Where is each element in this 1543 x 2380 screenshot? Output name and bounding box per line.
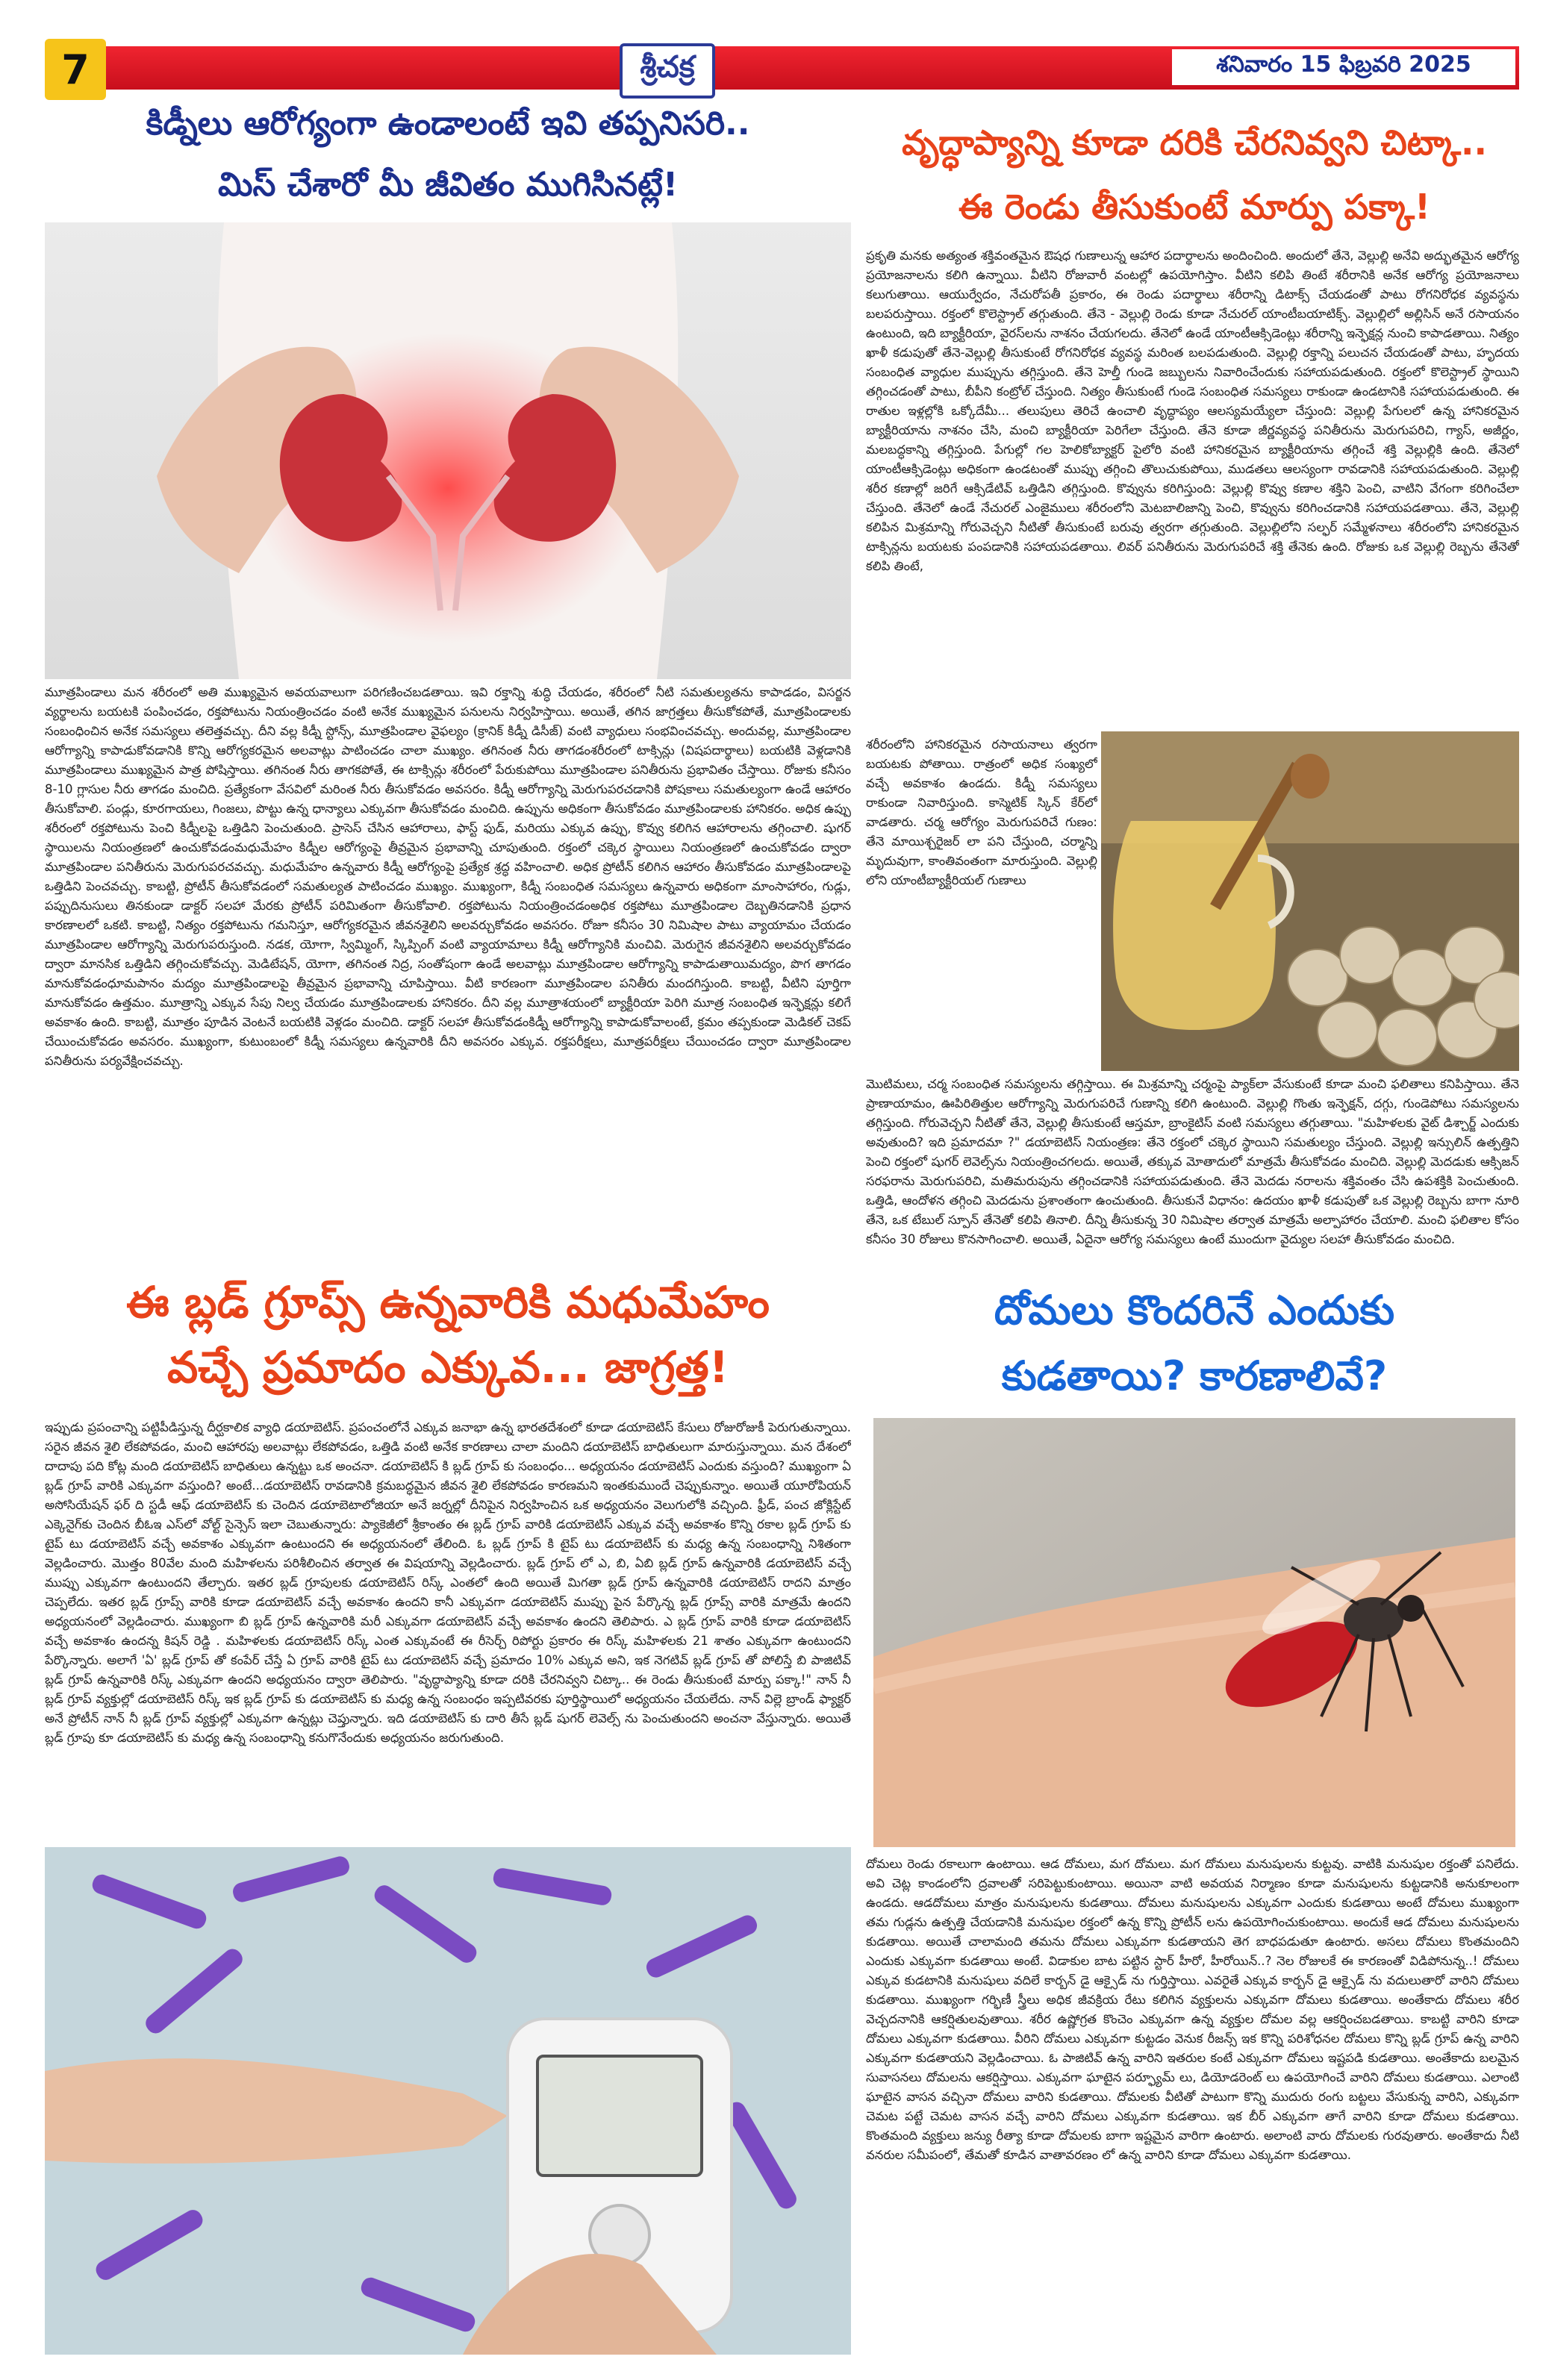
honey-garlic-photo — [1101, 731, 1519, 1071]
kidney-headline-line2: మిస్ చేశారో మీ జీవితం ముగిసినట్లే! — [217, 166, 679, 204]
longevity-headline-line2: ఈ రెండు తీసుకుంటే మార్పు పక్కా! — [958, 187, 1431, 227]
diabetes-headline-line1: ఈ బ్లడ్ గ్రూప్స్ ఉన్నవారికి మధుమేహం — [126, 1277, 770, 1328]
diabetes-article-body: ఇప్పుడు ప్రపంచాన్ని పట్టిపీడిస్తున్న దీర్ఘకాలిక వ్యాధి డయాబెటిస్. ప్రపంచంలోనే ఎక్కువ జనాభా ఉన్న భారతదేశంలో కూడా డయాబెటిస్ కేసులు రోజురోజుకీ పెరుగుతున్నాయి. సరైన జీవన శైలి లేకపోవడం, మంచి ఆహారపు అలవాట్లు లేకపోవడం, ఒత్తిడి వంటి అనేక కారణాలు చాలా మందిని డయాబెటిస్ బాధితులుగా మారుస్తున్నాయి. మన దేశంలో దాదాపు పది కోట్ల మంది డయాబెటిస్ బాధితులు ఉన్నట్టు ఒక అంచనా. డయాబెటిస్ కి బ్లడ్ గ్రూప్ కు సంబంధం... అధ్యయనం డయాబెటిస్ ఎందుకు వస్తుంది? ముఖ్యంగా ఏ బ్లడ్ గ్రూప్ వారికి ఎక్కువగా వస్తుంది? అంటే...డయాబెటిస్ రావడానికి క్రమబద్ధమైన జీవన శైలి లేకపోవడం కారణమని ఇంతకుముందే చెప్పుకున్నాం. అయితే యూరోపియన్ అసోసియేషన్ ఫర్ ది స్టడీ ఆఫ్ డయాబెటిస్ కు చెందిన డయాబెటాలోజియా అనే జర్నల్లో దీనిపైన నిర్వహించిన ఒక అధ్యయనం వెలుగులోకి వచ్చింది. ఫ్రీడ్, పంచ జోక్లిస్టేట్ ఎక్కెనైగ్‌కు చెందిన బీఓఇ ఎస్‌లో వోల్ట్ సైన్సెస్ ఇలా చెబుతున్నారు: ప్యాకెజీలో శ్రీకాంతం ఈ బ్లడ్ గ్రూప్ వారికి డయాబెటిస్ ఎక్కువ వచ్చే అవకాశం కొన్ని రకాల బ్లడ్ గ్రూప్ కు టైప్ టు డయాబెటిస్ వచ్చే అవకాశం ఎక్కువగా ఉంటుందని ఈ అధ్యయనంలో తేలింది. ఓ బ్లడ్ గ్రూప్ కి టైప్ టు డయాబెటిస్ కు మధ్య ఉన్న సంబంధాన్ని నిశితంగా వెల్లడించారు. మొత్తం 80వేల మంది మహిళలను పరిశీలించిన తర్వాత ఈ విషయాన్ని వెల్లడించారు. బ్లడ్ గ్రూప్ లో ఎ, బి, ఏబి బ్లడ్ గ్రూప్ ఉన్నవారికి డయాబెటిస్ వచ్చే ముప్పు ఎక్కువగా ఉంటుందని తేల్చారు. ఇతర బ్లడ్ గ్రూపులకు డయాబెటిస్ రిస్క్ ఎంతలో ఉంది అయితే మిగతా బ్లడ్ గ్రూప్ ఉన్నవారికి డయాబెటిస్ రాదని మాత్రం చెప్పలేదు. ఇతర బ్లడ్ గ్రూప్స్ వారికి కూడా డయాబెటిస్ వచ్చే అవకాశం ఉందని కానీ ఎక్కువగా డయాబెటిస్ ముప్పు పైన పేర్కొన్న బ్లడ్ గ్రూప్స్ వారికి మాత్రమే ఉందని అధ్యయనంలో వెల్లడించారు. ముఖ్యంగా బి బ్లడ్ గ్రూప్ ఉన్నవారికి మరీ ఎక్కువగా డయాబెటిస్ వచ్చే అవకాశం ఉందని తెలిపారు. ఎ బ్లడ్ గ్రూప్ వారికి కూడా డయాబెటిస్ వచ్చే అవకాశం ఉందన్న కిషన్ రెడ్డి . మహిళలకు డయాబెటిస్ రిస్క్ ఎంత ఎక్కువంటే ఈ రీసెర్చ్ రిపోర్టు ప్రకారం ఈ రిస్క్ మహిళలకు 21 శాతం ఎక్కువగా ఉంటుందని పేర్కొన్నారు. అలాగే 'ఏ' బ్లడ్ గ్రూప్ తో కంపేర్ చేస్తే ఏ గ్రూప్ వారికి టైప్ టు డయాబెటిస్ వచ్చే ప్రమాదం 10% ఎక్కువ అని, ఇక నెగటివ్ బ్లడ్ గ్రూప్ తో పోలిస్తే బి పాజిటివ్ బ్లడ్ గ్రూప్ ఉన్నవారికి రిస్క్ ఎక్కువగా ఉందని అధ్యయనం ద్వారా తెలిపారు. "వృద్ధాప్యాన్ని కూడా దరికి చేరనివ్వని చిట్కా.. ఈ రెండు తీసుకుంటే మార్పు పక్కా!" నాన్ నీ బ్లడ్ గ్రూప్ వ్యక్తుల్లో డయాబెటిస్ రిస్క్ ఇక బ్లడ్ గ్రూప్ కు డయాబెటిస్ కు మధ్య ఉన్న సంబంధం ఇప్పటివరకు పూర్తిస్థాయిలో అధ్యయనం చేయలేదు. నాన్ విల్లె బ్రాండ్ ఫ్యాక్టర్ అనే ప్రోటీన్ నాన్ నీ బ్లడ్ గ్రూప్ వ్యక్తుల్లో ఎక్కువగా ఉన్నట్లు చెప్తున్నారు. ఇది డయాబెటిస్ కు దారి తీసే బ్లడ్ షుగర్ లెవెల్స్ ను పెంచుతుందని అంచనా వేస్తున్నారు. అయితే బ్లడ్ గ్రూపు కూ డయాబెటిస్ కు మధ్య ఉన్న సంబంధాన్ని కనుగొనేందుకు అధ్యయనం జరుగుతుంది. — [45, 1420, 851, 1745]
page-number: 7 — [45, 39, 106, 100]
mosquito-photo — [873, 1418, 1515, 1847]
glucose-meter-photo — [45, 1847, 851, 2355]
kidney-article-body: మూత్రపిండాలు మన శరీరంలో అతి ముఖ్యమైన అవయవాలుగా పరిగణించబడతాయి. ఇవి రక్తాన్ని శుద్ధి చేయడం, శరీరంలో నీటి సమతుల్యతను కాపాడడం, విసర్జన వ్యర్థాలను బయటకి పంపించడం, రక్తపోటును నియంత్రించడం వంటి అనేక ముఖ్యమైన పనులను నిర్వహిస్తాయి. అయితే, తగిన జాగ్రత్తలు తీసుకోకపోతే, మూత్రపిండాలకు సంబంధించిన అనేక సమస్యలు తలెత్తవచ్చు. దీని వల్ల కిడ్నీ స్టోన్స్, మూత్రపిండాల వైఫల్యం (క్రానిక్ కిడ్నీ డిసీజ్) వంటి వ్యాధులు సంభవించవచ్చు. అందువల్ల, మూత్రపిండాల ఆరోగ్యాన్ని కాపాడుకోవడానికి కొన్ని ఆరోగ్యకరమైన అలవాట్లు పాటించడం చాలా ముఖ్యం. తగినంత నీరు తాగడంశరీరంలో టాక్సిన్లు (విషపదార్థాలు) బయటికి వెళ్లడానికి మూత్రపిండాలు ముఖ్యమైన పాత్ర పోషిస్తాయి. తగినంత నీరు తాగకపోతే, ఈ టాక్సిన్లు శరీరంలో పేరుకుపోయి మూత్రపిండాల పనితీరును ప్రభావితం చేస్తాయి. రోజుకు కనీసం 8-10 గ్లాసుల నీరు తాగడం మంచిది. ప్రత్యేకంగా వేసవిలో మరింత నీరు తీసుకోవడం అవసరం. కిడ్నీ ఆరోగ్యాన్ని మెరుగుపరచడానికి పోషకాలు సమతుల్యంగా ఉండే ఆహారం తీసుకోవాలి. పండ్లు, కూరగాయలు, గింజలు, పొట్టు ఉన్న ధాన్యాలు ఎక్కువగా తీసుకోవడం మంచిది. ఉప్పును అధికంగా తీసుకోవడం మూత్రపిండాలకు హానికరం. అధిక ఉప్పు శరీరంలో రక్తపోటును పెంచి కిడ్నీలపై ఒత్తిడిని పెంచుతుంది. ప్రాసెస్ చేసిన ఆహారాలు, ఫాస్ట్ ఫుడ్, మరియు ఎక్కువ ఉప్పు, కొవ్వు కలిగిన ఆహారాలను తగ్గించాలి. షుగర్ స్థాయిలను నియంత్రణలో ఉంచుకోవడంమధుమేహం కిడ్నీల ఆరోగ్యంపై తీవ్రమైన ప్రభావాన్ని చూపుతుంది. రక్తంలో చక్కెర స్థాయిలు నియంత్రణలో ఉంచుకోవడం ద్వారా మూత్రపిండాల పనితీరును మెరుగుపరచవచ్చు. మధుమేహం ఉన్నవారు కిడ్నీ ఆరోగ్యంపై ప్రత్యేక శ్రద్ధ వహించాలి. అధిక ప్రోటీన్ కలిగిన ఆహారం తీసుకోవడం మూత్రపిండాలపై ఒత్తిడిని పెంచవచ్చు. కాబట్టి, ప్రోటీన్ తీసుకోవడంలో సమతుల్యత పాటించడం ముఖ్యం. ముఖ్యంగా, కిడ్నీ సంబంధిత సమస్యలు ఉన్నవారు అధికంగా మాంసాహారం, గుడ్లు, పప్పుదినుసులు తినకుండా డాక్టర్ సలహా మేరకు ప్రోటీన్ పరిమితంగా తీసుకోవాలి. రక్తపోటును నియంత్రించడంఅధిక రక్తపోటు మూత్రపిండాల దెబ్బతినడానికి ప్రధాన కారణాలలో ఒకటి. కాబట్టి, నిత్యం రక్తపోటును గమనిస్తూ, ఆరోగ్యకరమైన జీవనశైలిని అలవర్చుకోవడం అవసరం. రోజూ కనీసం 30 నిమిషాల పాటు వ్యాయామం చేయడం మూత్రపిండాల ఆరోగ్యాన్ని మెరుగుపరుస్తుంది. నడక, యోగా, స్విమ్మింగ్, స్కిప్పింగ్ వంటి వ్యాయామాలు కిడ్నీ ఆరోగ్యానికి మంచివి. మెరుగైన జీవనశైలిని అలవర్చుకోవడం ద్వారా మానసిక ఒత్తిడిని తగ్గించుకోవచ్చు. మెడిటేషన్, యోగా, తగినంత నిద్ర, సంతోషంగా ఉండే అలవాట్లు మూత్రపిండాల ఆరోగ్యాన్ని కాపాడుతాయిమద్యం, పొగ తాగడం మానుకోవడంధూమపానం మద్యం మూత్రపిండాలపై తీవ్రమైన ప్రభావాన్ని చూపిస్తాయి. వీటి కారణంగా మూత్రపిండాల పనితీరు మందగిస్తుంది. కాబట్టి, వీటిని పూర్తిగా మానుకోవడం ఉత్తమం. మూత్రాన్ని ఎక్కువ సేపు నిల్వ చేయడం మూత్రపిండాలకు హానికరం. దీని వల్ల మూత్రాశయంలో బ్యాక్టీరియా పెరిగి మూత్ర సంబంధిత ఇన్ఫెక్షన్లు కలిగే అవకాశం ఉంది. కాబట్టి, మూత్రం పూడిన వెంటనే బయటికి వెళ్లడం మంచిది. డాక్టర్ సలహా తీసుకోవడంకిడ్నీ ఆరోగ్యాన్ని కాపాడుకోవాలంటే, క్రమం తప్పకుండా మెడికల్ చెకప్ చేయించుకోవడం అవసరం. ముఖ్యంగా, కుటుంబంలో కిడ్నీ సమస్యలు ఉన్నవారికి దీని అవసరం ఎక్కువ. రక్తపరీక్షలు, మూత్రపరీక్షలు చేయించడం ద్వారా మూత్రపిండాల పనితీరును పర్యవేక్షించవచ్చు. — [45, 685, 851, 1068]
kidney-photo — [45, 222, 851, 679]
mosquito-headline-line1: దోమలు కొందరినే ఎందుకు — [994, 1287, 1395, 1334]
mosquito-headline-line2: కుడతాయి? కారణాలివే? — [1001, 1352, 1388, 1399]
issue-date: శనివారం 15 ఫిబ్రవరి 2025 — [1172, 49, 1515, 85]
newspaper-logo: శ్రీచక్ర — [620, 43, 715, 99]
longevity-article-body-bottom: మొటిమలు, చర్మ సంబంధిత సమస్యలను తగ్గిస్తాయి. ఈ మిశ్రమాన్ని చర్మంపై ప్యాక్‌లా వేసుకుంటే కూడా మంచి ఫలితాలు కనిపిస్తాయి. తేనె ప్రాణాయామం, ఊపిరితిత్తుల ఆరోగ్యాన్ని మెరుగుపరిచే గుణాన్ని కలిగి ఉంటుంది. వెల్లుల్లి గొంతు ఇన్ఫెక్షన్, దగ్గు, గుండెపోటు సమస్యలను తగ్గిస్తుంది. గోరువెచ్చని నీటితో తేనె, వెల్లుల్లి తీసుకుంటే ఆస్తమా, బ్రాంకైటిస్ వంటి సమస్యలు తగ్గుతాయి. "మహిళలకు వైట్ డిశ్చార్జ్ ఎందుకు అవుతుంది? ఇది ప్రమాదమా ?" డయాబెటిస్ నియంత్రణ: తేనె రక్తంలో చక్కెర స్థాయిని సమతుల్యం చేస్తుంది. వెల్లుల్లి ఇన్సులిన్ ఉత్పత్తిని పెంచి రక్తంలో షుగర్ లెవెల్స్‌ను నియంత్రించగలదు. అయితే, తక్కువ మోతాదులో మాత్రమే తీసుకోవడం మంచిది. వెల్లుల్లి మెదడుకు ఆక్సిజన్ సరఫరాను మెరుగుపరిచి, మతిమరుపును తగ్గించడానికి సహాయపడుతుంది. తేనె మెదడు నరాలను శక్తివంతం చేసి ఉపశక్తికి పెంచుతుంది. ఒత్తిడి, ఆందోళన తగ్గించి మెదడును ప్రశాంతంగా ఉంచుతుంది. తీసుకునే విధానం: ఉదయం ఖాళీ కడుపుతో ఒక వెల్లుల్లి రెబ్బను బాగా నూరి తేనె, ఒక టేబుల్ స్పూన్ తేనెతో కలిపి తినాలి. దీన్ని తీసుకున్న 30 నిమిషాల తర్వాత మాత్రమే అల్పాహారం చేయాలి. మంచి ఫలితాల కోసం కనీసం 30 రోజులు కొనసాగించాలి. అయితే, ఏదైనా ఆరోగ్య సమస్యలు ఉంటే ముందుగా వైద్యుల సలహా తీసుకోవడం మంచిది. — [866, 1077, 1519, 1246]
diabetes-headline-line2: వచ్చే ప్రమాదం ఎక్కువ... జాగ్రత్త! — [166, 1342, 729, 1393]
kidney-headline-line1: కిడ్నీలు ఆరోగ్యంగా ఉండాలంటే ఇవి తప్పనిసరి.. — [146, 104, 750, 143]
longevity-headline-line1: వృద్ధాప్యాన్ని కూడా దరికి చేరనివ్వని చిట్కా.. — [902, 122, 1487, 163]
mosquito-article-body: దోమలు రెండు రకాలుగా ఉంటాయి. ఆడ దోమలు, మగ దోమలు. మగ దోమలు మనుషులను కుట్టవు. వాటికి మనుషుల రక్తంతో పనిలేదు. అవి చెట్ల కాండంలోని ద్రవాలతో సరిపెట్టుకుంటాయి. అయినా వాటి అవయవ నిర్మాణం కూడా మనుషులను కుట్టడానికి అనుకూలంగా ఉండదు. ఆడదోమలు మాత్రం మనుషులను కుడతాయి. దోమలు మనుషులను ఎక్కువగా ఎందుకు కుడతాయి అంటే దోమలు ముఖ్యంగా తమ గుడ్లను ఉత్పత్తి చేయడానికి మనుషుల రక్తంలో ఉన్న కొన్ని ప్రోటీన్ లను ఉపయోగించుకుంటాయి. అందుకే ఆడ దోమలు మనుషులను కుడతాయి. అయితే చాలామంది తమను దోమలు ఎక్కువగా కుడతాయని తెగ బాధపడుతూ ఉంటారు. అసలు దోమలు కొంతమందిని ఎందుకు ఎక్కువగా కుడతాయి అంటే. విడాకుల బాట పట్టిన స్టార్ హీరో, హీరోయిన్..? నెల రోజులకే ఈ కారణంతో విడిపోనున్న..! దోమలు ఎక్కువ కుడటానికి మనుషులు వదిలే కార్బన్ డై ఆక్సైడ్ ను గుర్తిస్తాయి. ఎవరైతే ఎక్కువ కార్బన్ డై ఆక్సైడ్ ను వదులుతారో వారిని దోమలు కుడతాయి. ముఖ్యంగా గర్భిణీ స్త్రీలు అధిక జీవక్రియ రేటు కలిగిన వ్యక్తులను ఎక్కువగా దోమలు కుడతాయి. అంతేకాదు దోమలు శరీర వెచ్చదనానికి ఆకర్షితులవుతాయి. శరీర ఉష్ణోగ్రత కొంచెం ఎక్కువగా ఉన్న వ్యక్తుల దోమల వల్ల ఆకర్షించబడతాయి. కాబట్టి వారిని కూడా దోమలు ఎక్కువగా కుడతాయి. వీరిని దోమలు ఎక్కువగా కుట్టడం వెనుక రీజన్స్ ఇక కొన్ని పరిశోధనల దోమలు కొన్ని బ్లడ్ గ్రూప్ ఉన్న వారిని ఎక్కువగా కుడతాయని వెల్లడించాయి. ఓ పాజిటివ్ ఉన్న వారిని ఇతరుల కంటే ఎక్కువగా దోమలు ఇష్టపడి కుడతాయి. అంతేకాదు బలమైన సువాసనలు దోమలను ఆకర్షిస్తాయి. ఎక్కువగా ఘాటైన పర్ఫ్యూమ్ లు, డియోడరెంట్ లు ఉపయోగించే వారిని దోమలు కుడతాయి. ఎలాంటి ఘాటైన వాసన వచ్చినా దోమలు వారిని కుడతాయి. దోమలకు వీటితో పాటుగా కొన్ని ముదురు రంగు బట్టలు వేసుకున్న వారిని, ఎక్కువగా చెమట పట్టే చెమట వాసన వచ్చే వారిని దోమలు ఎక్కువగా కుడతాయి. ఇక బీర్ ఎక్కువగా తాగే వారిని కూడా దోమలు కుడతాయి. కొంతమంది వ్యక్తులు జన్యు రీత్యా కూడా దోమలకు బాగా ఇష్టమైన వారిగా ఉంటారు. అలాంటి వారు దోమలకు గురవుతారు. అంతేకాదు నీటి వనరుల సమీపంలో, తేమతో కూడిన వాతావరణం లో ఉన్న వారిని కూడా దోమలు ఎక్కువగా కుడతాయి. — [866, 1857, 1519, 2162]
longevity-article-body-wrap: శరీరంలోని హానికరమైన రసాయనాలు త్వరగా బయటకు పోతాయి. రాత్రంలో అధిక సంఖ్యలో వచ్చే అవకాశం ఉండదు. కిడ్నీ సమస్యలు రాకుండా నివారిస్తుంది. కాస్మెటిక్ స్కిన్ కేర్‌లో వాడతారు. చర్మ ఆరోగ్యం మెరుగుపరిచే గుణం: తేనె మాయిశ్చరైజర్ లా పని చేస్తుంది, చర్మాన్ని మృదువుగా, కాంతివంతంగా మారుస్తుంది. వెల్లుల్లి లోని యాంటీబ్యాక్టీరియల్ గుణాలు — [866, 737, 1097, 887]
longevity-article-body-top: ప్రకృతి మనకు అత్యంత శక్తివంతమైన ఔషధ గుణాలున్న ఆహార పదార్థాలను అందించింది. అందులో తేనె, వెల్లుల్లి అనేవి అద్భుతమైన ఆరోగ్య ప్రయోజనాలను కలిగి ఉన్నాయి. వీటిని రోజువారీ వంటల్లో ఉపయోగిస్తాం. వీటిని కలిపి తింటే శరీరానికి అనేక ఆరోగ్య ప్రయోజనాలు కలుగుతాయి. ఆయుర్వేదం, నేచురోపతీ ప్రకారం, ఈ రెండు పదార్థాలు శరీరాన్ని డిటాక్స్ చేయడంతో పాటు రోగనిరోధక వ్యవస్థను బలపరుస్తాయి. రక్తంలో కొలెస్ట్రాల్ తగ్గుతుంది. తేనె - వెల్లుల్లి రెండు కూడా నేచురల్ యాంటీబయాటిక్స్. వెల్లుల్లిలో అల్లిసిన్ అనే రసాయనం ఉంటుంది, ఇది బ్యాక్టీరియా, వైరస్‌లను నాశనం చేయగలదు. తేనెలో ఉండే యాంటీఆక్సిడెంట్లు శరీరాన్ని ఇన్ఫెక్షన్ల నుంచి కాపాడతాయి. నిత్యం ఖాళీ కడుపుతో తేనె-వెల్లుల్లి తీసుకుంటే రోగనిరోధక వ్యవస్థ మరింత బలపడుతుంది. వెల్లుల్లి రక్తాన్ని పలుచన చేయడంతో పాటు, హృదయ సంబంధిత వ్యాధుల ముప్పును తగ్గిస్తుంది. తేనె హెల్తీ గుండె జబ్బులను నివారించేందుకు సహాయపడుతుంది. రక్తంలో కొలెస్ట్రాల్ స్థాయిని తగ్గించడంతో పాటు, బీపీని కంట్రోల్ చేస్తుంది. నిత్యం తీసుకుంటే గుండె సంబంధిత సమస్యలు రాకుండా ఉండటానికి సహాయపడుతుంది. ఈ రాతుల ఇళ్లల్లోకి ఒక్కోదేమీ... తలుపులు తెరిచే ఉంచాలి వృద్ధాప్యం ఆలస్యమయ్యేలా చేస్తుంది: వెల్లుల్లి పేగులలో ఉన్న హానికరమైన బ్యాక్టీరియాను నాశనం చేసి, మంచి బ్యాక్టీరియా పెరిగేలా చేస్తుంది. తేనె కూడా జీర్ణవ్యవస్థ పనితీరును మెరుగుపరిచి, గ్యాస్, అజీర్ణం, మలబద్ధకాన్ని తగ్గిస్తుంది. పేగుల్లో గల హెలికోబ్యాక్టర్ పైలోరి వంటి హానికరమైన బ్యాక్టీరియాను తగ్గించే శక్తి వెల్లుల్లికి ఉంది. తేనెలో యాంటీఆక్సిడెంట్లు అధికంగా ఉండటంతో ముప్పు తగ్గించి తొలుచుకుపోయి, ముడతలు ఆలస్యంగా రావడానికి సహాయపడుతుంది. వెల్లుల్లి శరీర కణాల్లో జరిగే ఆక్సిడేటివ్ ఒత్తిడిని తగ్గిస్తుంది. కొవ్వును కరిగిస్తుంది: వెల్లుల్లి కొవ్వు కణాల శక్తిని పెంచి, వాటిని వేగంగా కరిగించేలా చేస్తుంది. తేనెలో ఉండే నేచురల్ ఎంజైములు శరీరంలోని మెటబాలిజాన్ని పెంచి, కొవ్వును కరిగించడానికి సహాయపడతాయి. తేనె, వెల్లుల్లి కలిపిన మిశ్రమాన్ని గోరువెచ్చని నీటితో తీసుకుంటే బరువు త్వరగా తగ్గుతుంది. వెల్లుల్లిలోని సల్ఫర్ సమ్మేళనాలు శరీరంలోని హానికరమైన టాక్సిన్లను బయటకు పంపడానికి సహాయపడతాయి. లివర్ పనితీరును మెరుగుపరిచే శక్తి తేనెకు ఉంది. రోజుకు ఒక వెల్లుల్లి రెబ్బను తేనెతో కలిపి తింటే, — [866, 249, 1519, 573]
